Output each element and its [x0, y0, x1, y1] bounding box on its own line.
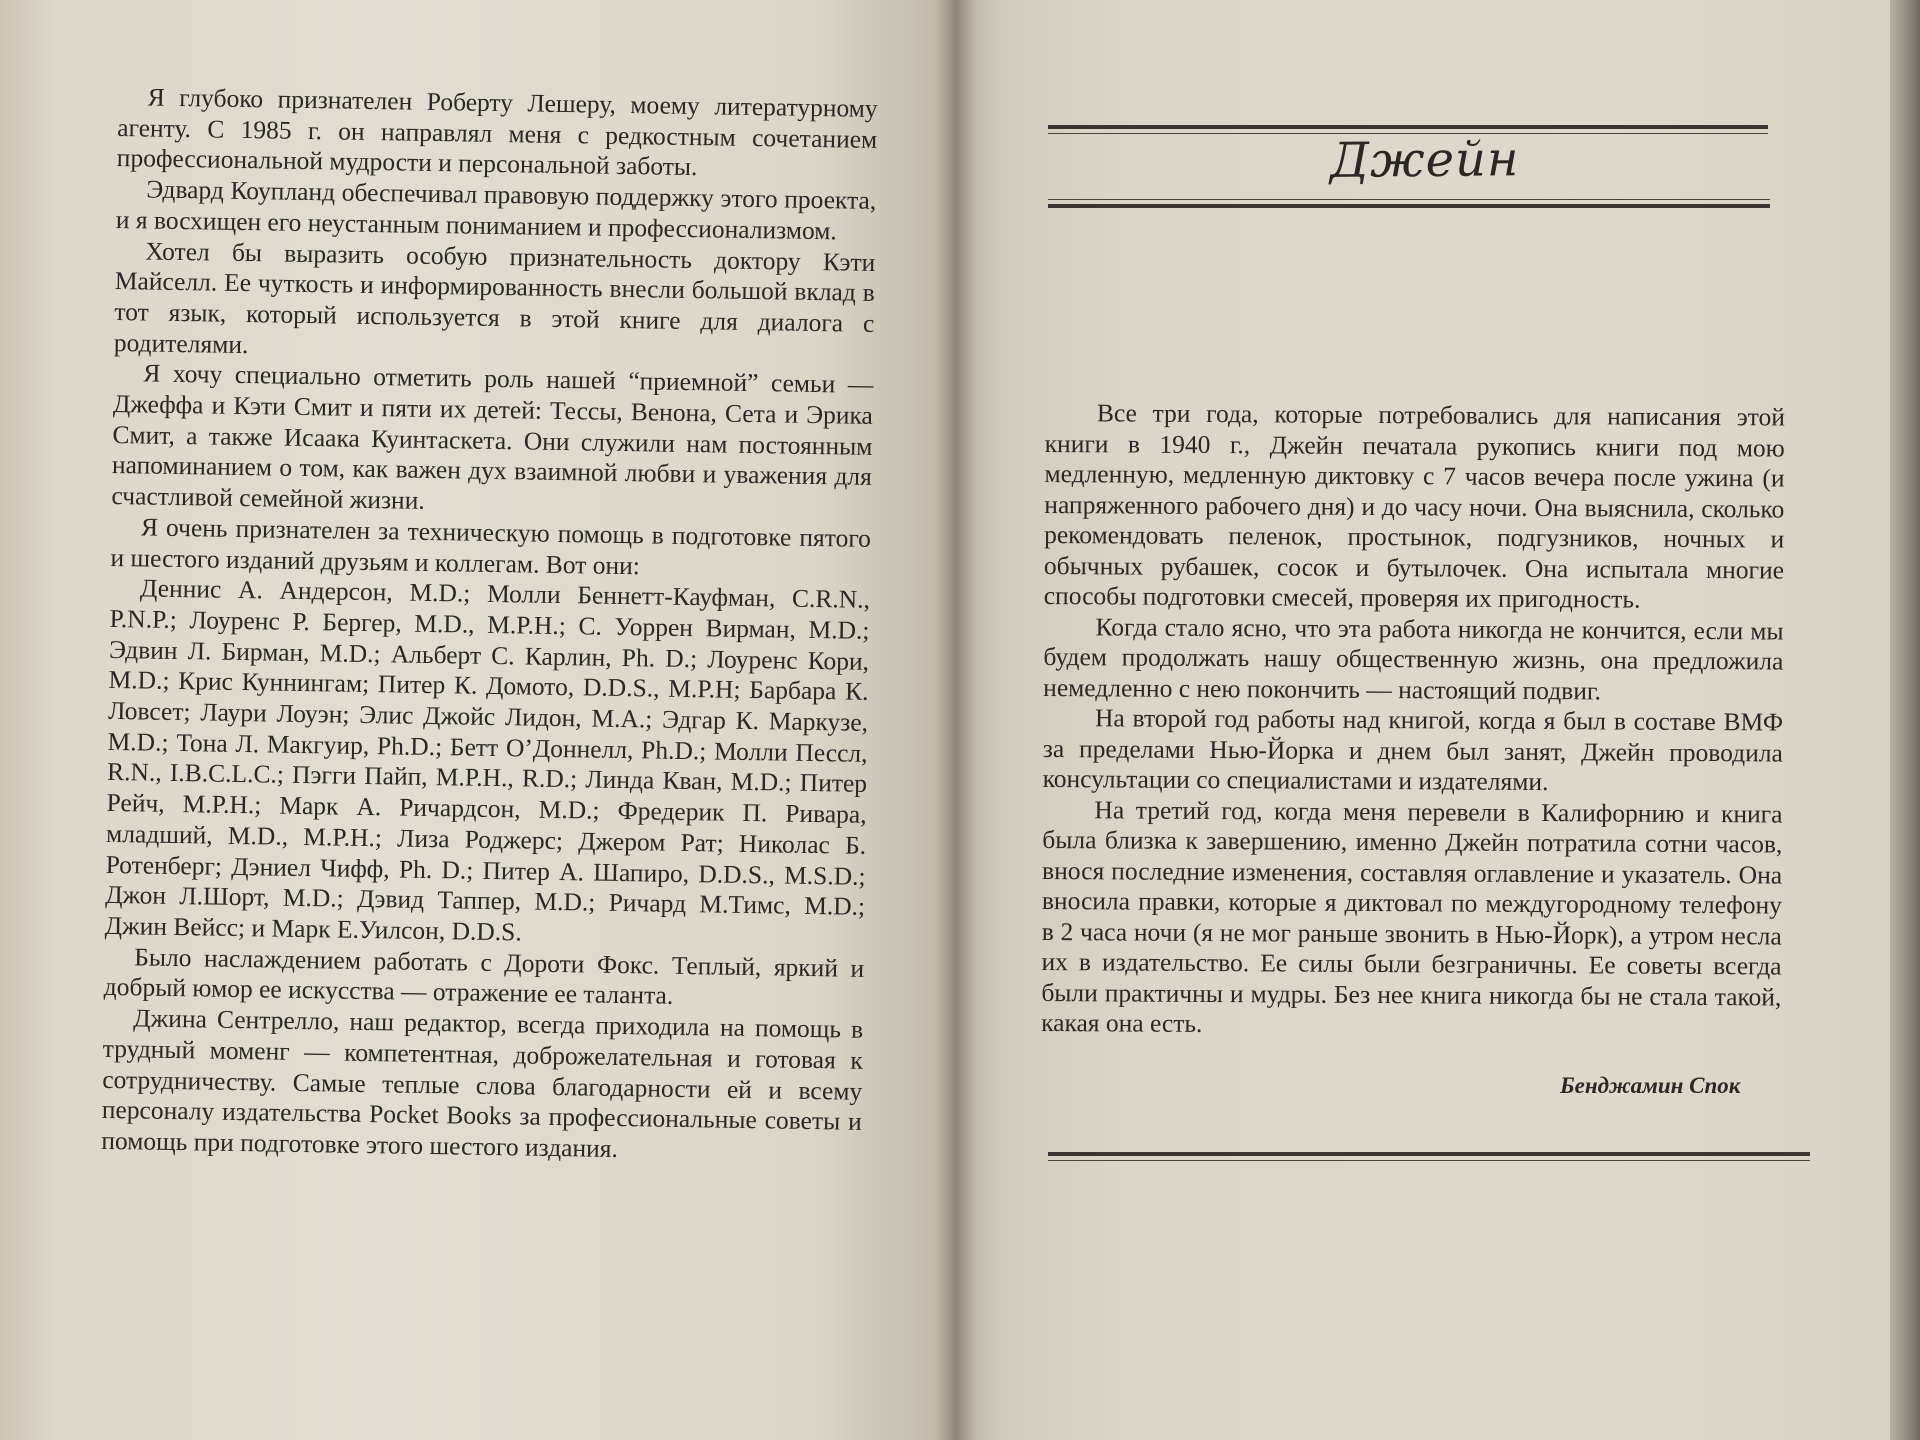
acknowledgement-paragraph: Я очень признателен за техническую помощь в подготовке пятого и шестого изданий друзьям и коллегам. Вот они:: [110, 512, 872, 580]
acknowledgement-paragraph: Я хочу специально отметить роль нашей “приемной” семьи — Джеффа и Кэти Смит и пяти их детей: Тессы, Венона, Сета и Эрика Смит, а также Исаака Куинтаскета. Они служили нам постоянным напоминанием о том, как важен дух взаимной любви и уважения для счастливой семейной жизни.: [111, 358, 874, 516]
contributors-list: Деннис А. Андерсон, M.D.; Молли Беннетт-Кауфман, C.R.N., P.N.P.; Лоуренс Р. Бергер, M.D., M.P.H.; С. Уоррен Вирман, M.D.; Эдвин Л. Бирман, M.D.; Альберт С. Карлин, Ph. D.; Лоуренс Кори, M.D.; Крис Куннингам; Питер К. Домото, D.D.S., M.P.H; Барбара К. Ловсет; Лаури Лоуэн; Элис Джойс Лидон, M.A.; Эдгар К. Маркузе, M.D.; Тона Л. Макгуир, Ph.D.; Бетт О’Доннелл, Ph.D.; Молли Пессл, R.N., I.B.C.L.C.; Пэгги Пайп, M.P.H., R.D.; Линда Кван, M.D.; Питер Рейч, M.P.H.; Марк А. Ричардсон, M.D.; Фредерик П. Ривара, младший, M.D., M.P.H.; Лиза Роджерс; Джером Рат; Николас Б. Ротенберг; Дэниел Чифф, Ph. D.; Питер А. Шапиро, D.D.S., M.S.D.; Джон Л.Шорт, M.D.; Дэвид Таппер, M.D.; Ричард М.Тимс, M.D.; Джин Вейсс; и Марк Е.Уилсон, D.D.S.: [104, 573, 871, 947]
acknowledgement-paragraph: Эдвард Коупланд обеспечивал правовую поддержку этого проекта, и я восхищен его неустанным пониманием и профессионализмом.: [115, 174, 877, 246]
acknowledgement-paragraph: Было наслаждением работать с Дороти Фокс. Теплый, яркий и добрый юмор ее искусства — отражение ее таланта.: [103, 942, 865, 1011]
author-signature: Бенджамин Спок: [1560, 1073, 1741, 1098]
acknowledgement-paragraph: Джина Сентрелло, наш редактор, всегда приходила на помощь в трудный моменг — компетентная, доброжелательная и готовая к сотрудничеству. Самые теплые слова благодарности ей и всему персоналу издательства Pocket Books за профессиональные советы и помощь при подготовке этого шестого издания.: [101, 1003, 864, 1163]
dedication-paragraph: На третий год, когда меня перевели в Калифорнию и книга была близка к завершению, именно Джейн потратила сотни часов, внося последние изменения, составляя оглавление и указатель. Она вносила правки, которые я диктовал по междугородному телефону в 2 часа ночи (я не мог раньше звонить в Нью-Йорк), а утром несла их в издательство. Ее силы были безграничны. Ее советы всегда были практичны и мудры. Без нее книга никогда бы не стала такой, какая она есть.: [1041, 794, 1783, 1038]
bottom-rule: [1048, 1152, 1810, 1156]
left-page: [0, 0, 955, 1440]
page-edge: [1890, 0, 1920, 1440]
acknowledgement-paragraph: Я глубоко признателен Роберту Лешеру, моему литературному агенту. С 1985 г. он направлял меня с редкостным сочетанием профессиональной мудрости и персональной заботы.: [116, 82, 878, 182]
title-rule-bottom-thin: [1048, 199, 1770, 200]
left-page-text: [101, 82, 878, 1168]
title-rule-top: [1048, 125, 1768, 129]
book-gutter: [935, 0, 975, 1440]
acknowledgement-paragraph: Хотел бы выразить особую признательность доктору Кэти Майселл. Ее чуткость и информированность внесли большой вклад в тот язык, который используется в этой книге для диалога с родителями.: [113, 235, 876, 359]
right-page-text: [1041, 398, 1785, 1043]
dedication-paragraph: На второй год работы над книгой, когда я был в составе ВМФ за пределами Нью-Йорка и днем был занят, Джейн проводила консультации со специалистами и издателями.: [1042, 703, 1784, 797]
dedication-paragraph: Когда стало ясно, что эта работа никогда не кончится, если мы будем продолжать нашу общественную жизнь, она предложила немедленно с нею покончить — настоящий подвиг.: [1043, 611, 1784, 705]
title-rule-bottom: [1048, 204, 1770, 208]
bottom-rule-thin: [1048, 1160, 1810, 1161]
page-title: Джейн: [1329, 131, 1520, 189]
dedication-paragraph: Все три года, которые потребовались для написания этой книги в 1940 г., Джейн печатала рукопись книги под мою медленную, медленную диктовку с 7 часов вечера после ужина (и напряженного рабочего дня) и до часу ночи. Она выяснила, сколько рекомендовать пеленок, простынок, подгузников, ночных и обычных рубашек, сосок и бутылочек. Она испытала многие способы подготовки смесей, проверяя их пригодность.: [1043, 398, 1785, 614]
